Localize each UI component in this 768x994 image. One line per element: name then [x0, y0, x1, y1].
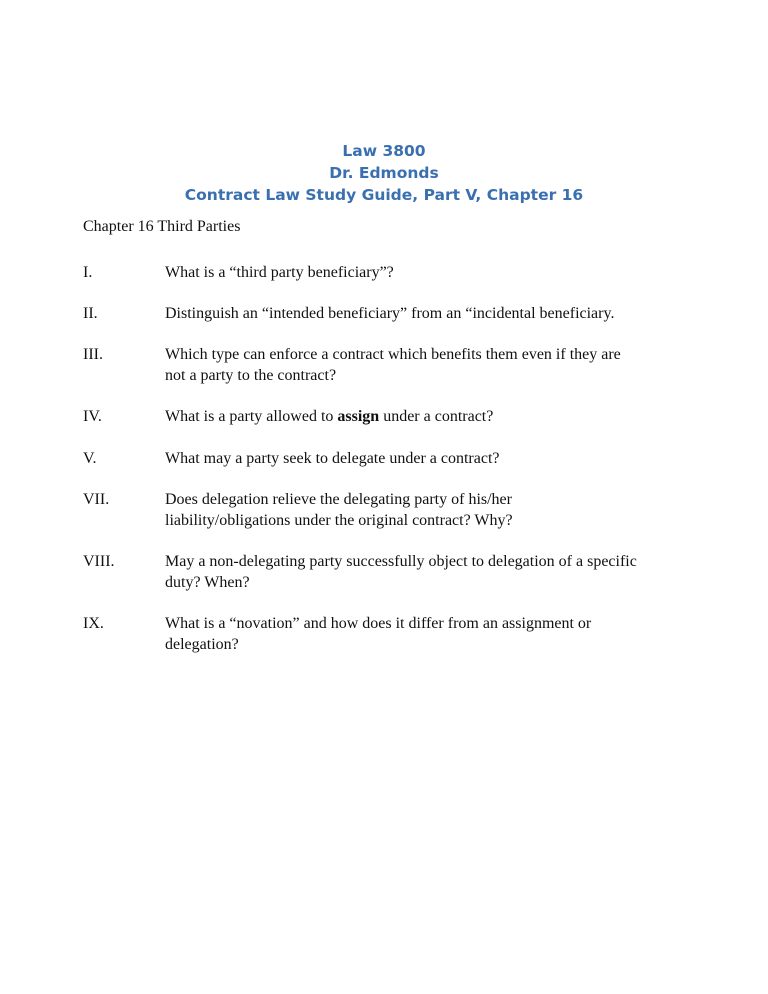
- question-item: [83, 489, 683, 531]
- course-title: Law 3800: [342, 142, 426, 160]
- question-list: [83, 262, 683, 655]
- question-text: May a non-delegating party successfully object to delegation of a specific duty? When?: [165, 553, 637, 591]
- question-text: What is a “third party beneficiary”?: [165, 264, 394, 281]
- question-item: [83, 344, 683, 386]
- question-text-part: What is a party allowed to: [165, 408, 338, 425]
- question-text: Does delegation relieve the delegating party of his/her liability/obligations under the original contract? Why?: [165, 491, 513, 529]
- question-text: Distinguish an “intended beneficiary” from an “incidental beneficiary.: [165, 305, 615, 322]
- question-text: Which type can enforce a contract which benefits them even if they are not a party to the contract?: [165, 346, 621, 384]
- document-heading: [0, 140, 768, 206]
- question-number: VIII.: [83, 553, 115, 570]
- question-number: III.: [83, 346, 103, 363]
- question-number: V.: [83, 450, 97, 467]
- question-number: II.: [83, 305, 98, 322]
- question-item: [83, 551, 683, 593]
- question-number: I.: [83, 264, 93, 281]
- question-number: VII.: [83, 491, 110, 508]
- question-number: IX.: [83, 615, 104, 632]
- question-item: [83, 406, 683, 427]
- study-guide-title: Contract Law Study Guide, Part V, Chapter 16: [184, 186, 584, 204]
- question-item: [83, 613, 683, 655]
- question-item: [83, 303, 683, 324]
- question-text: What is a “novation” and how does it differ from an assignment or delegation?: [165, 615, 592, 653]
- question-text-emphasis: assign: [337, 408, 380, 425]
- question-text-part: under a contract?: [379, 408, 494, 425]
- question-text: What may a party seek to delegate under a contract?: [165, 450, 500, 467]
- question-text: [165, 406, 640, 427]
- question-number: IV.: [83, 408, 102, 425]
- chapter-title: Chapter 16 Third Parties: [83, 218, 241, 235]
- question-item: [83, 448, 683, 469]
- instructor-name: Dr. Edmonds: [329, 164, 439, 182]
- question-item: [83, 262, 683, 283]
